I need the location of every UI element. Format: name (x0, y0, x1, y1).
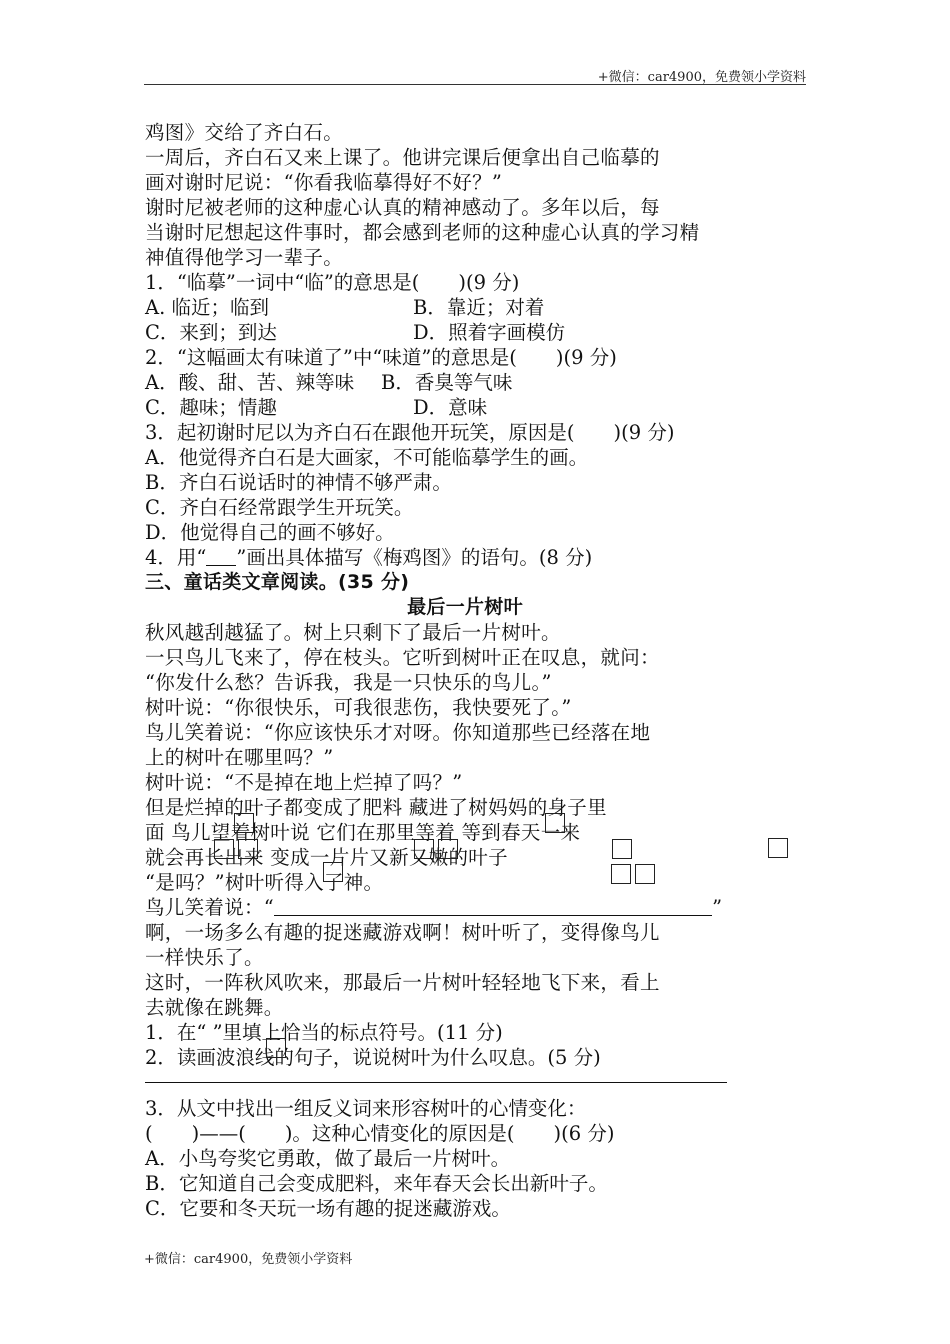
punctuation-box[interactable] (323, 862, 343, 882)
story-line: 这时，一阵秋风吹来，那最后一片树叶轻轻地飞下来，看上 (145, 971, 660, 994)
punctuation-box[interactable] (611, 864, 631, 884)
story-line: 树叶说：“你很快乐，可我很悲伤，我快要死了。” (145, 696, 572, 719)
punctuation-box[interactable] (214, 839, 234, 859)
question-2-stem: 2．“这幅画太有味道了”中“味道”的意思是( )(9 分) (145, 346, 617, 369)
story-line: 鸟儿笑着说：“你应该快乐才对呀。你知道那些已经落在地 (145, 721, 651, 744)
underline-blank[interactable] (206, 547, 236, 566)
passage-line: 谢时尼被老师的这种虚心认真的精神感动了。多年以后，每 (145, 196, 660, 219)
story-line: 啊，一场多么有趣的捉迷藏游戏啊！树叶听了，变得像鸟儿 (145, 921, 660, 944)
option-c: C．趣味；情趣 (145, 396, 277, 419)
punctuation-box[interactable] (768, 838, 788, 858)
option-a: A. 临近；临到 (145, 296, 269, 319)
option-a: A．酸、甜、苦、辣等味 (145, 371, 355, 394)
story-line: 秋风越刮越猛了。树上只剩下了最后一片树叶。 (145, 621, 561, 644)
punctuation-box[interactable] (635, 864, 655, 884)
question-2-options-row-1 (145, 370, 805, 395)
option-c: C．齐白石经常跟学生开玩笑。 (145, 496, 414, 519)
header-note: +微信：car4900，免费领小学资料 (597, 70, 806, 85)
option-d: D．照着字画模仿 (413, 321, 566, 344)
part3-question-3-stem: 3．从文中找出一组反义词来形容树叶的心情变化： (145, 1097, 587, 1120)
punctuation-box[interactable] (266, 1038, 286, 1058)
question-4: 4．用“ ”画出具体描写《梅鸡图》的语句。(8 分) (145, 546, 593, 569)
passage-line: 一周后，齐白石又来上课了。他讲完课后便拿出自己临摹的 (145, 146, 660, 169)
story-line: “你发什么愁？告诉我，我是一只快乐的鸟儿。” (145, 671, 552, 694)
option-b: B．齐白石说话时的神情不够严肃。 (145, 471, 452, 494)
passage-line: 神值得他学习一辈子。 (145, 246, 344, 269)
story-title: 最后一片树叶 (407, 596, 523, 618)
story-line-wavy: 但是烂掉的叶子都变成了肥料 藏进了树妈妈的身子里 (145, 796, 607, 819)
part3-question-1: 1．在“ ”里填上恰当的标点符号。(11 分) (145, 1021, 503, 1044)
option-b: B．它知道自己会变成肥料，来年春天会长出新叶子。 (145, 1172, 608, 1195)
worksheet-body (145, 120, 805, 1221)
fill-in-blank[interactable] (274, 897, 712, 916)
option-a: A．他觉得齐白石是大画家，不可能临摹学生的画。 (145, 446, 589, 469)
option-c: C．它要和冬天玩一场有趣的捉迷藏游戏。 (145, 1197, 511, 1220)
passage-line: 画对谢时尼说：“你看我临摹得好不好？” (145, 171, 503, 194)
option-b: B．靠近；对着 (413, 296, 545, 319)
punctuation-box[interactable] (438, 839, 458, 859)
story-line: “是吗？”树叶听得入了神。 (145, 871, 384, 894)
option-b: B．香臭等气味 (381, 371, 513, 394)
question-2-options-row-2 (145, 395, 805, 420)
punctuation-box[interactable] (414, 839, 434, 859)
story-line: 一只鸟儿飞来了，停在枝头。它听到树叶正在叹息，就问： (145, 646, 660, 669)
footer-note: +微信：car4900，免费领小学资料 (144, 1252, 353, 1267)
story-line: 一样快乐了。 (145, 946, 264, 969)
header-divider (144, 84, 806, 85)
question-1-options-row-2 (145, 320, 805, 345)
option-d: D．他觉得自己的画不够好。 (145, 521, 395, 544)
punctuation-box[interactable] (234, 813, 254, 833)
option-d: D．意味 (413, 396, 488, 419)
punctuation-box[interactable] (545, 813, 565, 833)
story-line: 就会再长出来 变成一片片又新又嫩的叶子 (145, 846, 508, 869)
question-1-options-row-1 (145, 295, 805, 320)
part3-question-2: 2．读画波浪线的句子，说说树叶为什么叹息。(5 分) (145, 1046, 601, 1069)
question-3-stem: 3．起初谢时尼以为齐白石在跟他开玩笑，原因是( )(9 分) (145, 421, 675, 444)
passage-line: 当谢时尼想起这件事时，都会感到老师的这种虚心认真的学习精 (145, 221, 700, 244)
part3-question-3-fill: ( )——( )。这种心情变化的原因是( )(6 分) (145, 1122, 615, 1145)
option-a: A．小鸟夸奖它勇敢，做了最后一片树叶。 (145, 1147, 511, 1170)
story-line-wavy: 面 鸟儿望着树叶说 它们在那里等着 等到春天一来 (145, 821, 581, 844)
section-heading: 三、童话类文章阅读。(35 分) (145, 571, 410, 593)
punctuation-box[interactable] (612, 839, 632, 859)
option-c: C．来到；到达 (145, 321, 277, 344)
story-line: 树叶说：“不是掉在地上烂掉了吗？” (145, 771, 463, 794)
story-line: 上的树叶在哪里吗？” (145, 746, 334, 769)
question-1-stem: 1．“临摹”一词中“临”的意思是( )(9 分) (145, 271, 520, 294)
passage-line: 鸡图》交给了齐白石。 (145, 121, 344, 144)
story-line: 去就像在跳舞。 (145, 996, 284, 1019)
bird-says-line: 鸟儿笑着说：“ ” (145, 896, 723, 919)
punctuation-box[interactable] (238, 839, 258, 859)
